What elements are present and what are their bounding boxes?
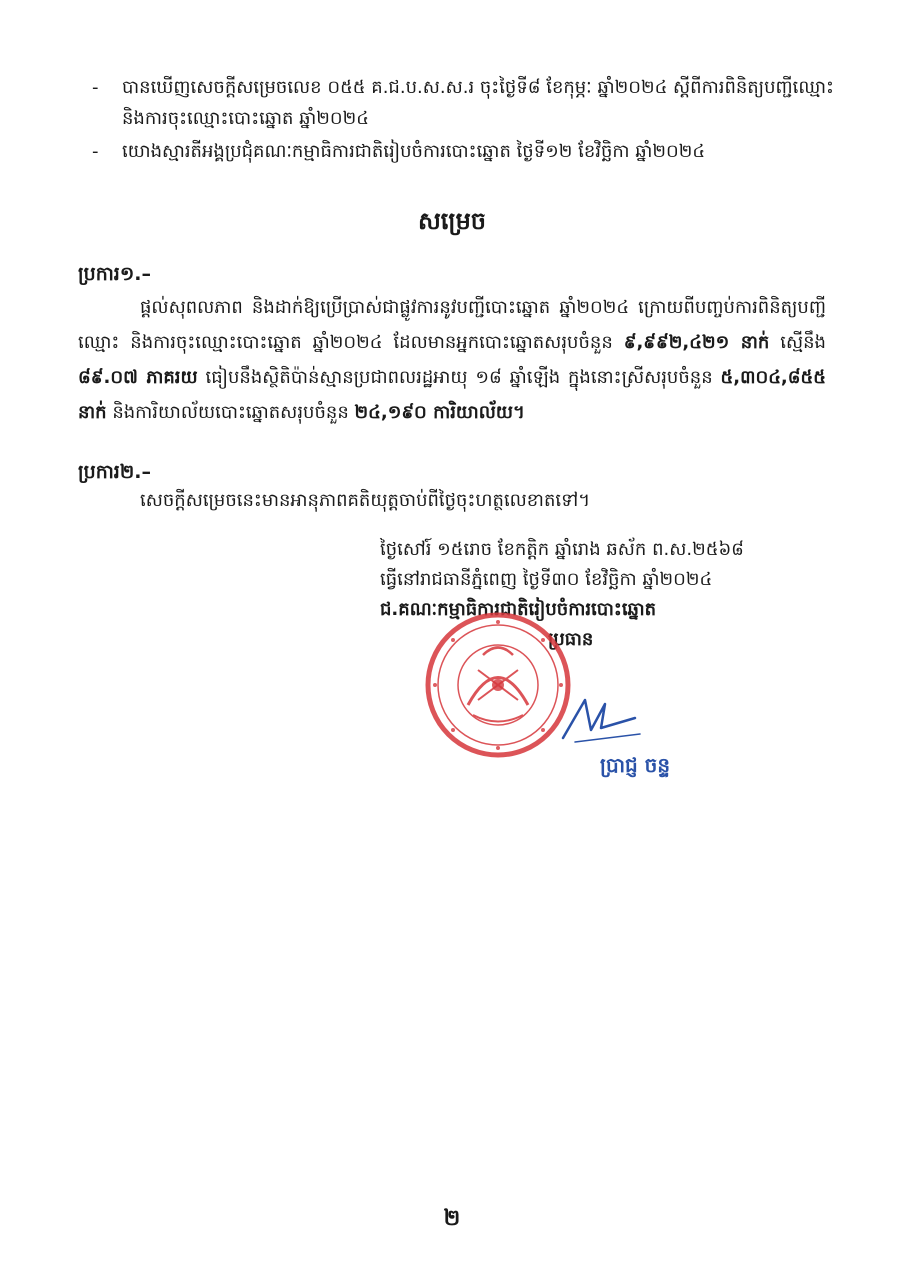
page-number: ២ — [443, 1206, 461, 1231]
article-2-title: ប្រការ២.– — [78, 461, 151, 483]
place-date: ធ្វើនៅរាជធានីភ្នំពេញ ថ្ងៃទី៣០ ខែវិច្ឆិកា ឆ្នាំ២០២៤ — [380, 569, 713, 590]
organization-name: ជ.គណៈកម្មាធិការជាតិរៀបចំការបោះឆ្នោត — [380, 599, 657, 620]
reference-item: - បានឃើញសេចក្ដីសម្រេចលេខ ០៥៥ គ.ជ.ប.ស.ស.រ ចុះថ្ងៃទី៨ ខែកុម្ភៈ ឆ្នាំ២០២៤ ស្ដីពីការពិនិត្យបញ្ជីឈ្មោះ និងការចុះឈ្មោះបោះឆ្នោត ឆ្នាំ២០២៤ — [92, 72, 842, 134]
signer-title: ប្រធាន — [548, 629, 594, 650]
article-1-title: ប្រការ១.– — [78, 263, 151, 285]
reference-text: យោងស្មារតីអង្គប្រជុំគណៈកម្មាធិការជាតិរៀបចំការបោះឆ្នោត ថ្ងៃទី១២ ខែវិច្ឆិកា ឆ្នាំ២០២៤ — [122, 141, 706, 162]
article-2-body: សេចក្ដីសម្រេចនេះមានអានុភាពគតិយុត្តចាប់ពីថ្ងៃចុះហត្ថលេខាតទៅ។ — [140, 490, 591, 511]
office-count: ២៤,១៩០ ការិយាល័យ។ — [354, 402, 525, 423]
signature-icon — [555, 690, 645, 750]
women-count: ៥,៣០៤,៨៥៥ នាក់ — [78, 367, 827, 423]
voter-count: ៩,៩៩២,៤២១ នាក់ — [623, 332, 770, 353]
lunar-date: ថ្ងៃសៅរ៍ ១៥រោច ខែកត្ដិក ឆ្នាំរោង ឆស័ក ព.ស.២៥៦៨ — [380, 539, 744, 560]
signer-name: ប្រាជ្ញ ចន្ទ — [600, 753, 671, 777]
article-1-body: ផ្ដល់សុពលភាព និងដាក់ឱ្យប្រើប្រាស់ជាផ្លូវការនូវបញ្ជីបោះឆ្នោត ឆ្នាំ២០២៤ ក្រោយពីបញ្ចប់ការពិនិត្យបញ្ជីឈ្មោះ និងការចុះឈ្មោះបោះឆ្នោត ឆ្នាំ២០២៤ ដែលមានអ្នកបោះឆ្នោតសរុបចំនួន ៩,៩៩២,៤២១ នាក់ ស្មើនឹង ៨៩.០៧ ភាគរយ ធៀបនឹងស្ថិតិប៉ាន់ស្មានប្រជាពលរដ្ឋអាយុ ១៨ ឆ្នាំឡើង ក្នុងនោះស្រីសរុបចំនួន ៥,៣០៤,៨៥៥ នាក់ និងការិយាល័យបោះឆ្នោតសរុបចំនួន ២៤,១៩០ ការិយាល័យ។ — [78, 297, 827, 423]
reference-item: - យោងស្មារតីអង្គប្រជុំគណៈកម្មាធិការជាតិរៀបចំការបោះឆ្នោត ថ្ងៃទី១២ ខែវិច្ឆិកា ឆ្នាំ២០២៤ — [92, 136, 842, 167]
voter-percent: ៨៩.០៧ ភាគរយ — [78, 367, 198, 388]
reference-list — [92, 72, 842, 169]
decision-heading: សម្រេច — [417, 207, 487, 235]
reference-text: បានឃើញសេចក្ដីសម្រេចលេខ ០៥៥ គ.ជ.ប.ស.ស.រ ចុះថ្ងៃទី៨ ខែកុម្ភៈ ឆ្នាំ២០២៤ ស្ដីពីការពិនិត្យបញ្ជីឈ្មោះ និងការចុះឈ្មោះបោះឆ្នោត ឆ្នាំ២០២៤ — [122, 77, 834, 129]
